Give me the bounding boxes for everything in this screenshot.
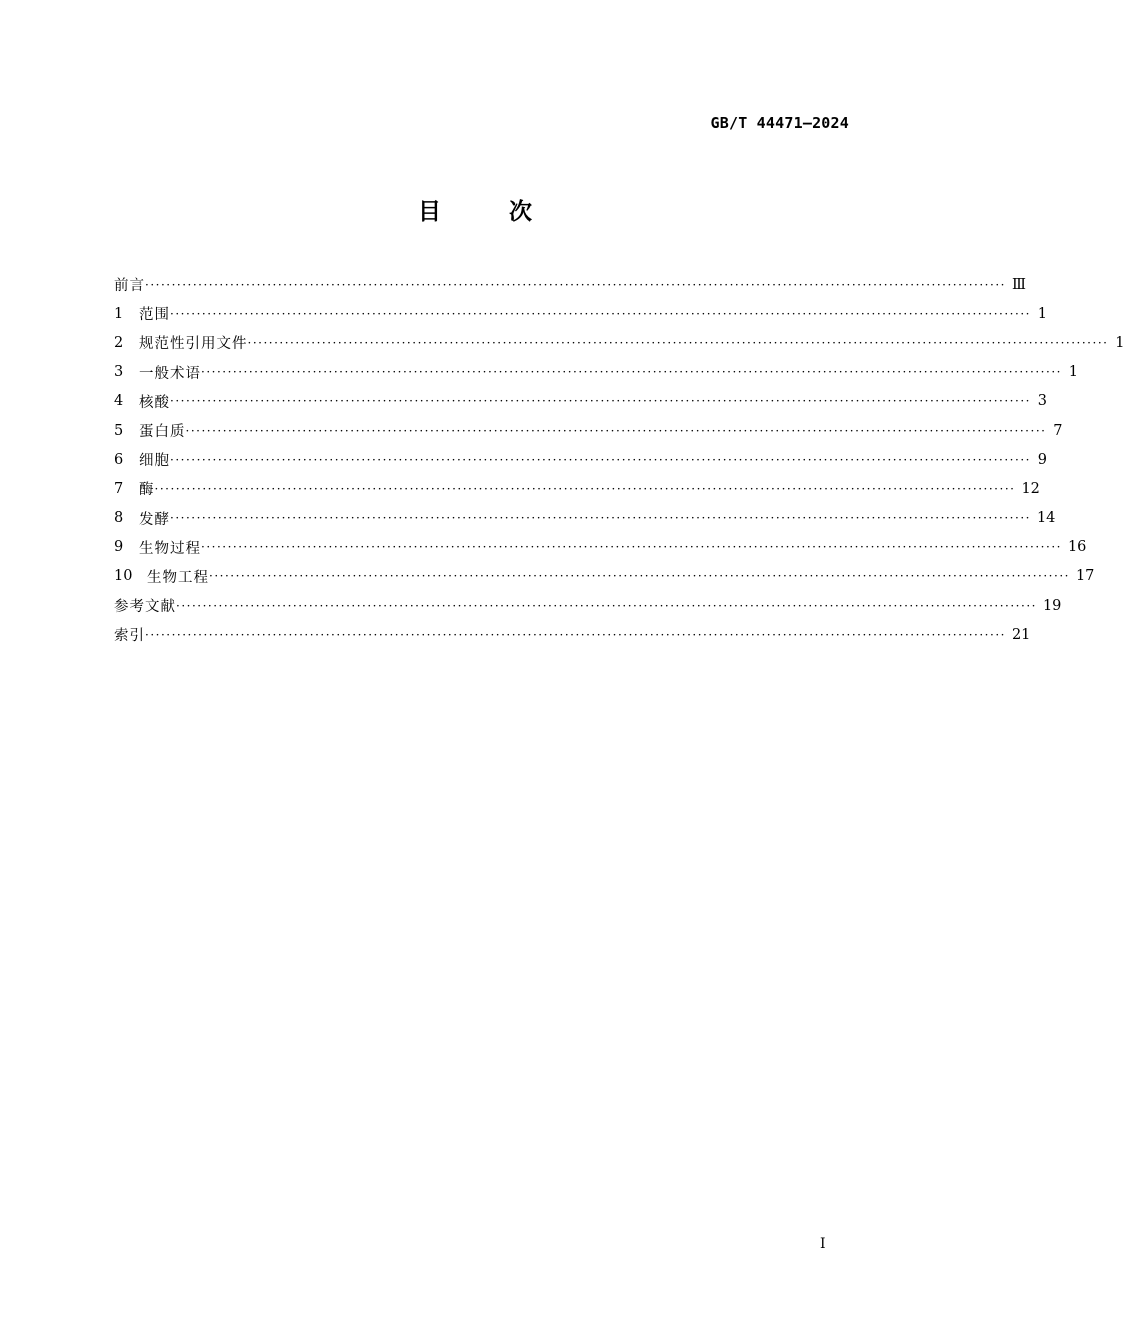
toc-entry-bioengineering[interactable] <box>114 562 1095 591</box>
toc-entry-bibliography[interactable] <box>114 591 1062 620</box>
toc-entry-page: Ⅲ <box>1011 276 1026 293</box>
toc-entry-page: 1 <box>1037 305 1047 322</box>
toc-entry-number: 2 <box>114 334 124 351</box>
toc-title-char-2: 次 <box>509 199 532 225</box>
toc-leader: ·································································································································································· <box>201 365 1062 380</box>
toc-leader: ·································································································································································· <box>170 306 1031 321</box>
toc-entry-page: 7 <box>1053 422 1063 439</box>
toc-entry-foreword[interactable] <box>114 270 1026 299</box>
toc-entry-number: 4 <box>114 393 124 410</box>
toc-leader: ·································································································································································· <box>170 511 1031 526</box>
toc-entry-label: 核酸 <box>139 394 170 411</box>
toc-leader: ·································································································································································· <box>176 598 1037 613</box>
toc-entry-number: 9 <box>114 539 124 556</box>
toc-entry-fermentation[interactable] <box>114 504 1056 533</box>
toc-entry-page: 17 <box>1075 568 1095 585</box>
standard-code: GB/T 44471—2024 <box>710 114 849 132</box>
toc-leader: ·································································································································································· <box>170 452 1031 467</box>
toc-entry-enzyme[interactable] <box>114 474 1040 503</box>
toc-entry-number: 1 <box>114 305 124 322</box>
toc-entry-page: 3 <box>1037 393 1047 410</box>
toc-entry-label: 范围 <box>139 307 170 324</box>
toc-entry-general-terms[interactable] <box>114 358 1078 387</box>
toc-leader: ·································································································································································· <box>154 481 1016 496</box>
toc-entry-page: 16 <box>1067 539 1087 556</box>
toc-title-char-1: 目 <box>417 199 441 225</box>
toc-leader: ·································································································································································· <box>145 627 1006 642</box>
table-of-contents <box>114 270 1124 649</box>
toc-entry-number: 7 <box>114 480 124 497</box>
toc-entry-label: 生物过程 <box>139 540 201 557</box>
toc-entry-label: 索引 <box>114 628 145 645</box>
toc-entry-page: 1 <box>1068 364 1078 381</box>
toc-leader: ·································································································································································· <box>145 277 1006 292</box>
toc-entry-page: 21 <box>1011 626 1031 643</box>
toc-entry-page: 9 <box>1037 451 1047 468</box>
toc-entry-label: 细胞 <box>139 453 170 470</box>
toc-entry-page: 12 <box>1021 480 1040 497</box>
toc-entry-number: 8 <box>114 510 124 527</box>
toc-entry-label: 前言 <box>114 278 145 295</box>
toc-title <box>0 193 950 226</box>
toc-entry-page: 14 <box>1036 510 1056 527</box>
toc-entry-number: 3 <box>114 364 124 381</box>
toc-entry-label: 蛋白质 <box>139 424 186 441</box>
toc-entry-index[interactable] <box>114 620 1031 649</box>
toc-leader: ·································································································································································· <box>185 423 1047 438</box>
toc-entry-page: 19 <box>1042 597 1062 614</box>
toc-entry-cell[interactable] <box>114 445 1047 474</box>
toc-entry-label: 一般术语 <box>139 365 201 382</box>
toc-entry-bioprocess[interactable] <box>114 533 1087 562</box>
toc-leader: ·································································································································································· <box>247 335 1109 350</box>
toc-entry-label: 生物工程 <box>147 569 209 586</box>
toc-entry-normative-references[interactable] <box>114 328 1124 357</box>
toc-entry-nucleic-acid[interactable] <box>114 387 1047 416</box>
toc-leader: ·································································································································································· <box>201 540 1062 555</box>
toc-entry-number: 6 <box>114 451 124 468</box>
toc-leader: ·································································································································································· <box>209 569 1070 584</box>
page-number: I <box>820 1236 826 1252</box>
toc-entry-protein[interactable] <box>114 416 1063 445</box>
toc-entry-label: 参考文献 <box>114 599 176 616</box>
toc-entry-number: 5 <box>114 422 124 439</box>
toc-entry-label: 规范性引用文件 <box>139 336 248 353</box>
toc-leader: ·································································································································································· <box>170 394 1031 409</box>
toc-entry-label: 酶 <box>139 482 155 499</box>
toc-entry-number: 10 <box>114 568 133 585</box>
toc-entry-page: 1 <box>1115 334 1124 351</box>
toc-entry-label: 发酵 <box>139 511 170 528</box>
toc-entry-scope[interactable] <box>114 299 1047 328</box>
